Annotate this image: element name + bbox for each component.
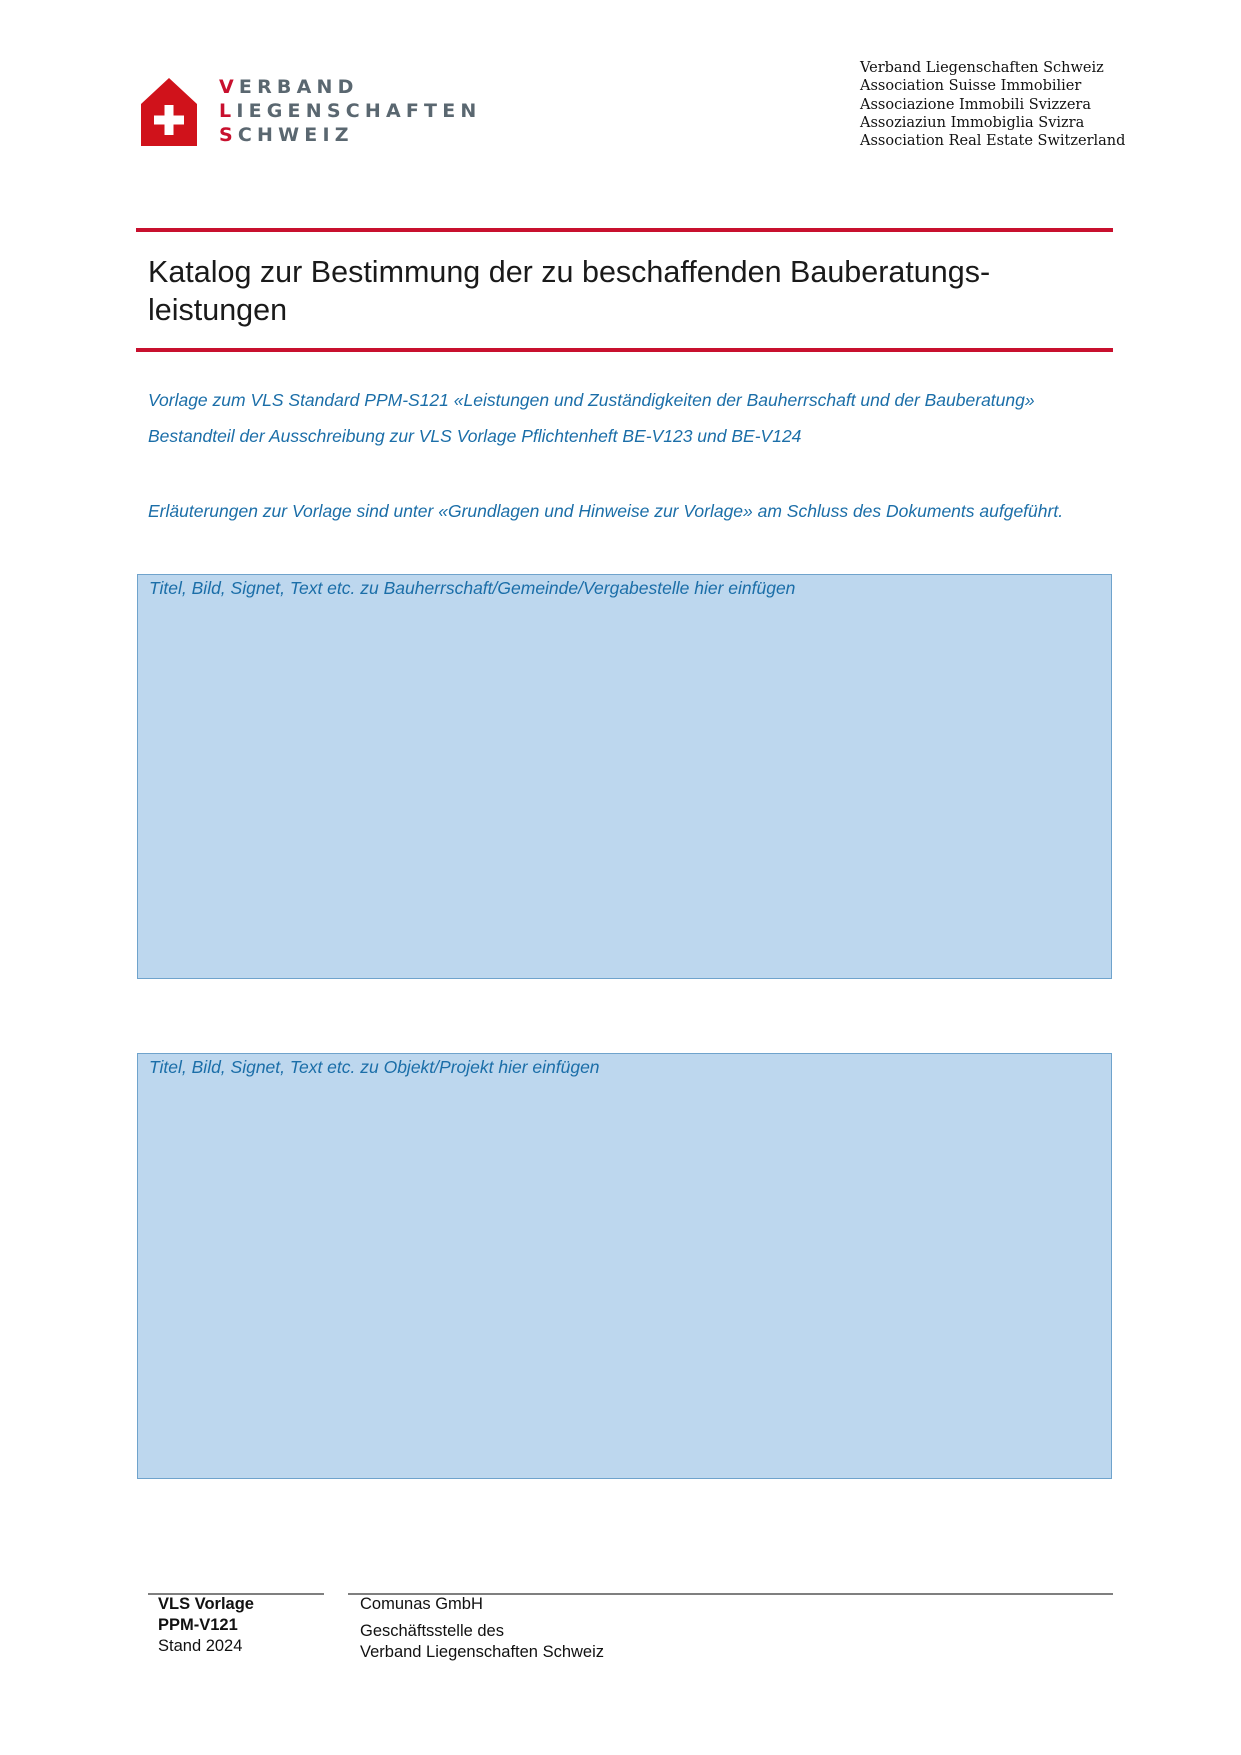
- association-names: [860, 59, 1125, 150]
- project-placeholder-text: Titel, Bild, Signet, Text etc. zu Objekt/Projekt hier einfügen: [149, 1057, 600, 1077]
- logo-line-1: VERBAND: [219, 76, 359, 98]
- project-placeholder-box[interactable]: [137, 1053, 1112, 1479]
- association-name: Association Real Estate Switzerland: [860, 133, 1126, 150]
- document-title: Katalog zur Bestimmung der zu beschaffenden Bauberatungs- leistungen: [148, 255, 991, 327]
- association-name: Verband Liegenschaften Schweiz: [860, 60, 1104, 76]
- logo-line-3: SCHWEIZ: [219, 124, 354, 146]
- explanation-note: Erläuterungen zur Vorlage sind unter «Grundlagen und Hinweise zur Vorlage» am Schluss des Dokuments aufgeführt.: [148, 501, 1064, 521]
- logo-wordmark: [219, 75, 482, 147]
- footer-company-info: [360, 1594, 604, 1663]
- footer-doc-code: PPM-V121: [158, 1616, 238, 1634]
- footer-doc-type: VLS Vorlage: [158, 1595, 254, 1613]
- client-placeholder-text: Titel, Bild, Signet, Text etc. zu Bauherrschaft/Gemeinde/Vergabestelle hier einfügen: [149, 578, 796, 598]
- association-name: Association Suisse Immobilier: [860, 78, 1082, 95]
- footer-doc-info: [158, 1594, 254, 1657]
- template-note: Vorlage zum VLS Standard PPM-S121 «Leistungen und Zuständigkeiten der Bauherrschaft und der Bauberatung»: [148, 390, 1035, 410]
- association-name: Assoziaziun Immobiglia Svizra: [860, 114, 1085, 131]
- logo-line-2: LIEGENSCHAFTEN: [219, 100, 482, 122]
- footer-office-line1: Geschäftsstelle des: [360, 1622, 504, 1640]
- title-rule-top: [136, 228, 1113, 232]
- association-name: Associazione Immobili Svizzera: [860, 96, 1091, 113]
- footer-office-line2: Verband Liegenschaften Schweiz: [360, 1643, 605, 1661]
- swiss-house-logo-icon: [141, 78, 197, 146]
- footer-company: Comunas GmbH: [360, 1595, 483, 1613]
- client-placeholder-box[interactable]: [137, 574, 1112, 979]
- tender-note: Bestandteil der Ausschreibung zur VLS Vorlage Pflichtenheft BE-V123 und BE-V124: [148, 426, 802, 446]
- footer-edition: Stand 2024: [158, 1637, 243, 1655]
- title-rule-bottom: [136, 348, 1113, 352]
